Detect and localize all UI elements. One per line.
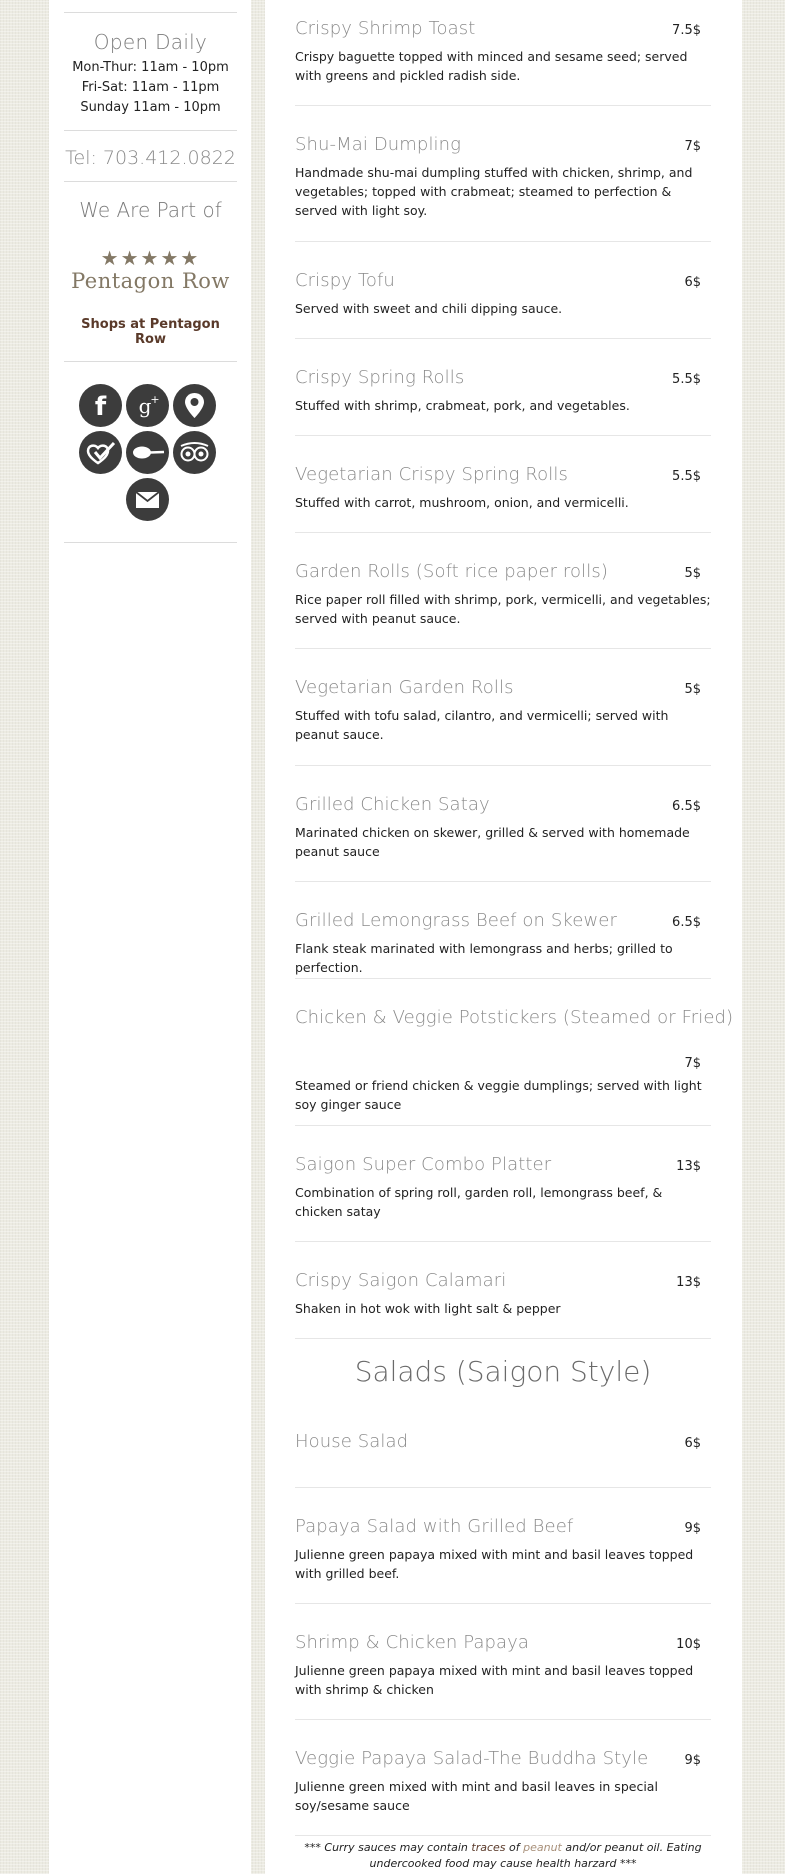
- item-price: 6$: [684, 275, 701, 290]
- phone-number[interactable]: Tel: 703.412.0822: [65, 147, 236, 169]
- menu-item: [295, 1126, 711, 1242]
- menu-item: [295, 436, 711, 533]
- urbanspoon-icon[interactable]: [126, 431, 169, 474]
- svg-text:g: g: [138, 394, 152, 418]
- item-desc: Julienne green mixed with mint and basil leaves in special soy/sesame sauce: [295, 1779, 658, 1813]
- item-desc: Crispy baguette topped with minced and sesame seed; served with greens and pickled radish side.: [295, 49, 688, 83]
- foursquare-icon[interactable]: [79, 431, 122, 474]
- item-desc: Stuffed with tofu salad, cilantro, and vermicelli; served with peanut sauce.: [295, 708, 669, 742]
- item-name: Shu-Mai Dumpling: [295, 134, 462, 155]
- item-price: 10$: [676, 1637, 701, 1652]
- section-header: [295, 1339, 711, 1399]
- item-name: Saigon Super Combo Platter: [295, 1154, 552, 1175]
- facebook-icon[interactable]: [79, 384, 122, 427]
- item-name: Crispy Shrimp Toast: [295, 18, 476, 39]
- menu-item: [295, 0, 711, 106]
- social-icons: [64, 362, 237, 542]
- footnote-traces: traces: [471, 1841, 506, 1854]
- footnote-text: *** Curry sauces may contain: [304, 1841, 468, 1854]
- item-desc: Julienne green papaya mixed with mint and basil leaves topped with shrimp & chicken: [295, 1663, 694, 1697]
- item-price: 5.5$: [672, 372, 701, 387]
- part-of-heading: We Are Part of: [79, 198, 222, 222]
- hours-line: Mon-Thur: 11am - 10pm: [72, 60, 229, 75]
- google-plus-icon[interactable]: [126, 384, 169, 427]
- footnote-peanut: peanut: [523, 1841, 562, 1854]
- footnote-of: of: [509, 1841, 520, 1854]
- divider: [64, 542, 237, 543]
- section-title: Salads (Saigon Style): [354, 1355, 652, 1388]
- hours-line: Fri-Sat: 11am - 11pm: [81, 80, 220, 95]
- svg-text:f: f: [94, 392, 107, 422]
- item-desc: Rice paper roll filled with shrimp, pork, vermicelli, and vegetables; served with peanut sauce.: [295, 592, 711, 626]
- item-name: Vegetarian Garden Rolls: [295, 677, 514, 698]
- item-desc: Served with sweet and chili dipping sauce.: [295, 301, 563, 316]
- item-name: Veggie Papaya Salad-The Buddha Style: [295, 1748, 649, 1769]
- menu-item: [295, 1604, 711, 1720]
- shops-link[interactable]: Shops at Pentagon Row: [81, 317, 220, 347]
- item-price: 5.5$: [672, 469, 701, 484]
- item-desc: Handmade shu-mai dumpling stuffed with chicken, shrimp, and vegetables; topped with crabmeat; steamed to perfection & served with light soy.: [295, 165, 693, 218]
- divider: [64, 12, 237, 13]
- item-price: 5$: [684, 682, 701, 697]
- hours-line: Sunday 11am - 10pm: [80, 100, 221, 115]
- item-price: 9$: [684, 1521, 701, 1536]
- hours-title: Open Daily: [93, 30, 208, 54]
- item-name: Grilled Chicken Satay: [295, 794, 490, 815]
- item-price: 7.5$: [672, 23, 701, 38]
- item-desc: Flank steak marinated with lemongrass and herbs; grilled to perfection.: [295, 941, 673, 975]
- menu-item: [295, 106, 711, 242]
- email-icon[interactable]: [126, 478, 169, 521]
- hours-list: [64, 58, 237, 118]
- allergy-footnote: [295, 1840, 711, 1872]
- logo-text: Pentagon Row: [71, 269, 230, 293]
- item-desc: Stuffed with carrot, mushroom, onion, and vermicelli.: [295, 495, 629, 510]
- menu-item: [295, 649, 711, 766]
- pentagon-row-logo[interactable]: [64, 248, 237, 293]
- svg-text:+: +: [150, 393, 160, 406]
- item-desc: Marinated chicken on skewer, grilled & served with homemade peanut sauce: [295, 825, 690, 859]
- item-name: Crispy Saigon Calamari: [295, 1270, 507, 1291]
- item-name: Chicken & Veggie Potstickers (Steamed or Fried): [295, 1007, 734, 1028]
- item-name: Vegetarian Crispy Spring Rolls: [295, 464, 568, 485]
- menu: [295, 0, 734, 1870]
- menu-item: [295, 242, 711, 339]
- item-price: 13$: [676, 1275, 701, 1290]
- item-price: 6.5$: [672, 915, 701, 930]
- tripadvisor-icon[interactable]: [173, 431, 216, 474]
- menu-item: [295, 1242, 711, 1339]
- item-name: Garden Rolls (Soft rice paper rolls): [295, 561, 608, 582]
- menu-item: [295, 1488, 711, 1604]
- menu-column: [265, 0, 742, 1874]
- footnote-text: and/or peanut oil. Eating undercooked food may cause health harzard ***: [369, 1841, 702, 1870]
- item-name: Grilled Lemongrass Beef on Skewer: [295, 910, 617, 931]
- item-desc: Julienne green papaya mixed with mint and basil leaves topped with grilled beef.: [295, 1547, 694, 1581]
- item-price: 5$: [684, 566, 701, 581]
- item-price: 6$: [684, 1436, 701, 1451]
- item-price: 7$: [684, 1056, 701, 1071]
- menu-item: [295, 766, 711, 882]
- item-name: Papaya Salad with Grilled Beef: [295, 1516, 574, 1537]
- item-name: Crispy Spring Rolls: [295, 367, 465, 388]
- item-desc: Shaken in hot wok with light salt & pepper: [295, 1301, 561, 1316]
- map-pin-icon[interactable]: [173, 384, 216, 427]
- item-name: Shrimp & Chicken Papaya: [295, 1632, 530, 1653]
- item-name: Crispy Tofu: [295, 270, 395, 291]
- sidebar: [49, 0, 251, 1874]
- menu-item: [295, 1720, 711, 1836]
- item-price: 7$: [684, 139, 701, 154]
- item-price: 13$: [676, 1159, 701, 1174]
- item-desc: Combination of spring roll, garden roll, lemongrass beef, & chicken satay: [295, 1185, 663, 1219]
- menu-item: [295, 1399, 711, 1488]
- item-price: 9$: [684, 1753, 701, 1768]
- item-price: 6.5$: [672, 799, 701, 814]
- logo-stars: ★★★★★: [100, 246, 201, 270]
- menu-item: [295, 882, 711, 979]
- item-name: House Salad: [295, 1431, 409, 1452]
- menu-item: [295, 979, 734, 1126]
- item-desc: Stuffed with shrimp, crabmeat, pork, and vegetables.: [295, 398, 630, 413]
- menu-item: [295, 533, 711, 649]
- menu-item: [295, 339, 711, 436]
- item-desc: Steamed or friend chicken & veggie dumplings; served with light soy ginger sauce: [295, 1078, 702, 1112]
